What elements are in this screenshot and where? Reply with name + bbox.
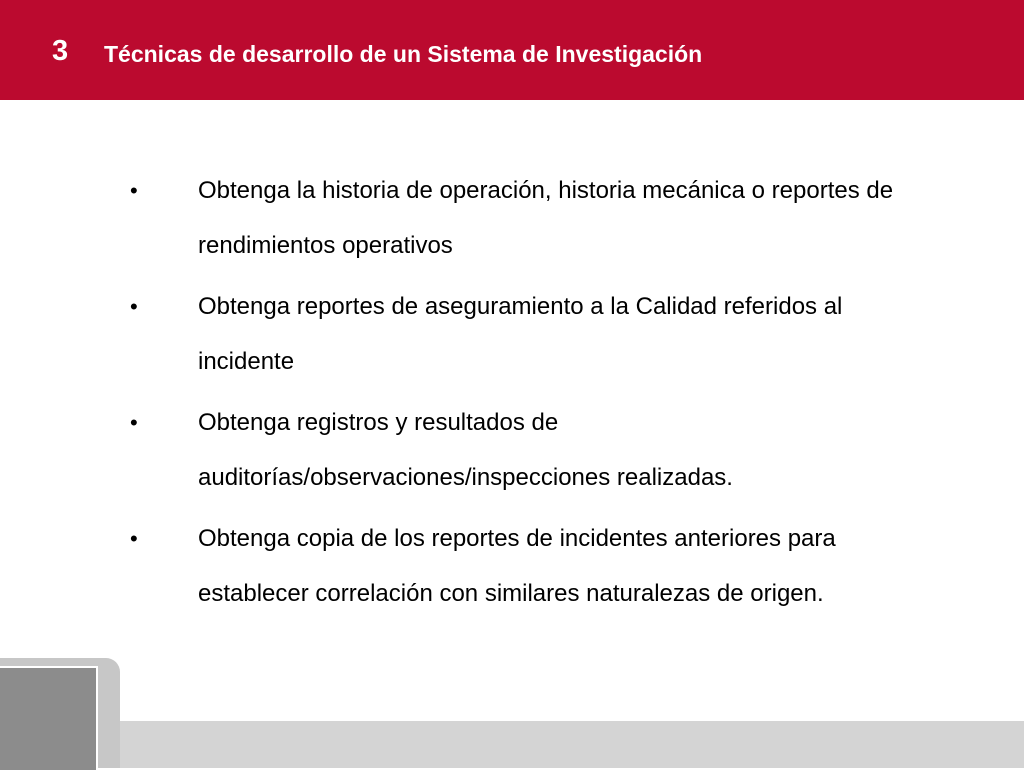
bullet-text: Obtenga copia de los reportes de incidentes anteriores para establecer correlación con similares naturalezas de origen.	[198, 525, 836, 607]
bullet-item	[0, 395, 1024, 505]
footer-strip	[0, 721, 1024, 768]
bullet-dot: •	[130, 410, 138, 435]
bullet-text: Obtenga reportes de aseguramiento a la Calidad referidos al incidente	[198, 293, 843, 375]
bullet-item	[0, 279, 1024, 389]
bullet-dot: •	[130, 294, 138, 319]
bullet-item	[0, 511, 1024, 621]
bullet-text: Obtenga la historia de operación, historia mecánica o reportes de rendimientos operativos	[198, 177, 894, 259]
corner-block-decoration	[0, 666, 98, 770]
bullet-dot: •	[130, 178, 138, 203]
bullet-text: Obtenga registros y resultados de auditorías/observaciones/inspecciones realizadas.	[198, 409, 733, 491]
bullet-item	[0, 163, 1024, 273]
bullet-list	[0, 163, 1024, 627]
section-number: 3	[52, 35, 69, 67]
header-bar	[0, 0, 1024, 100]
bullet-dot: •	[130, 526, 138, 551]
slide-title: Técnicas de desarrollo de un Sistema de Investigación	[104, 41, 703, 67]
